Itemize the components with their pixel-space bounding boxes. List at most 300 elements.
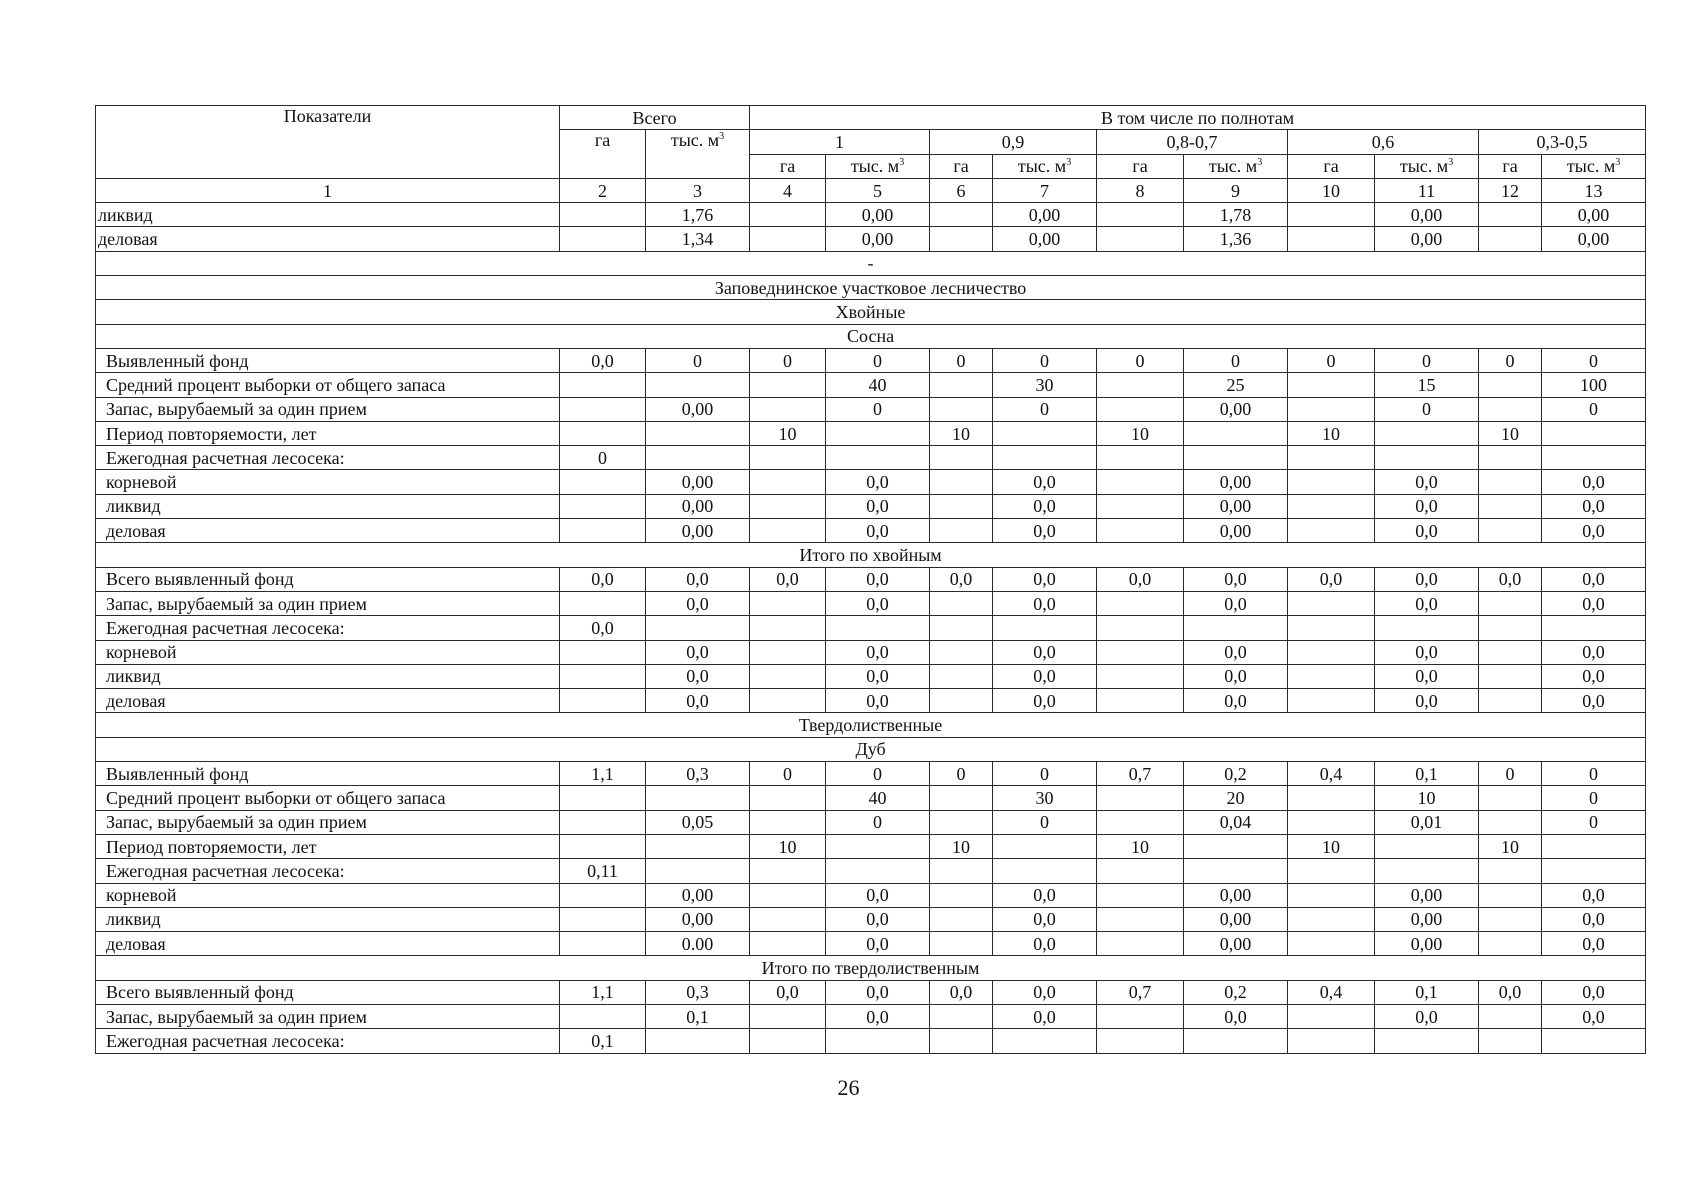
- table-cell: [560, 786, 646, 810]
- table-cell: 0: [750, 762, 826, 786]
- table-cell: [750, 932, 826, 956]
- table-cell: [560, 689, 646, 713]
- section-title: Итого по твердолиственным: [96, 956, 1646, 980]
- table-cell: 0,0: [1542, 907, 1646, 931]
- table-cell: [560, 470, 646, 494]
- table-cell: [1479, 786, 1542, 810]
- header-unit-ha: га: [1479, 154, 1542, 178]
- table-cell: 0,0: [1542, 1004, 1646, 1028]
- section-row: [96, 956, 1646, 980]
- table-cell: 0: [1542, 810, 1646, 834]
- table-cell: [750, 470, 826, 494]
- table-cell: [750, 519, 826, 543]
- table-cell: [1479, 397, 1542, 421]
- table-cell: [1542, 859, 1646, 883]
- table-row: [96, 203, 1646, 227]
- table-row: [96, 373, 1646, 397]
- section-title: Итого по хвойным: [96, 543, 1646, 567]
- table-cell: [1288, 932, 1375, 956]
- table-cell: [1479, 373, 1542, 397]
- header-density-5: 0,3-0,5: [1479, 130, 1646, 154]
- table-cell: 0,1: [1375, 980, 1479, 1004]
- table-cell: 0,00: [1184, 470, 1288, 494]
- column-number: 7: [993, 178, 1097, 202]
- table-cell: 0,0: [930, 980, 993, 1004]
- table-cell: 0,0: [1542, 640, 1646, 664]
- table-cell: 0,0: [826, 640, 930, 664]
- table-cell: 0,00: [826, 227, 930, 251]
- table-cell: 10: [750, 421, 826, 445]
- table-row: [96, 446, 1646, 470]
- table-cell: [1288, 470, 1375, 494]
- unit-text: тыс. м: [1566, 156, 1616, 177]
- table-cell: 0,0: [1542, 519, 1646, 543]
- table-cell: [1097, 519, 1184, 543]
- table-cell: [1097, 689, 1184, 713]
- table-cell: 0,0: [1184, 591, 1288, 615]
- table-cell: [1288, 373, 1375, 397]
- table-cell: [1288, 227, 1375, 251]
- table-cell: 0,00: [646, 470, 750, 494]
- forest-data-table: [95, 105, 1646, 1054]
- table-cell: 0,0: [993, 567, 1097, 591]
- table-cell: [1097, 1029, 1184, 1053]
- table-cell: [646, 786, 750, 810]
- table-cell: [1184, 834, 1288, 858]
- unit-exponent: 3: [1615, 157, 1621, 169]
- table-cell: [1097, 1004, 1184, 1028]
- table-cell: 0: [1375, 348, 1479, 372]
- table-row: [96, 470, 1646, 494]
- table-cell: [1184, 1029, 1288, 1053]
- row-label: Ежегодная расчетная лесосека:: [96, 446, 560, 470]
- table-cell: 0,0: [1184, 1004, 1288, 1028]
- table-cell: 0: [646, 348, 750, 372]
- unit-text: тыс. м: [850, 156, 900, 177]
- table-cell: 0,0: [1375, 591, 1479, 615]
- header-unit-volume: [993, 154, 1097, 178]
- table-cell: 0,00: [1375, 907, 1479, 931]
- table-cell: 0,0: [1184, 567, 1288, 591]
- header-by-density: В том числе по полнотам: [750, 106, 1646, 130]
- row-label: ликвид: [96, 203, 560, 227]
- table-cell: [930, 932, 993, 956]
- table-cell: [560, 883, 646, 907]
- table-cell: 1,1: [560, 762, 646, 786]
- table-cell: 0,1: [560, 1029, 646, 1053]
- table-cell: [1375, 421, 1479, 445]
- table-cell: [750, 397, 826, 421]
- table-cell: [560, 421, 646, 445]
- table-row: [96, 640, 1646, 664]
- table-cell: [646, 446, 750, 470]
- table-cell: 0,0: [1375, 567, 1479, 591]
- table-cell: [1375, 834, 1479, 858]
- table-cell: 0,11: [560, 859, 646, 883]
- table-cell: 0,0: [750, 567, 826, 591]
- table-cell: 30: [993, 373, 1097, 397]
- table-cell: [826, 1029, 930, 1053]
- table-cell: 0,0: [826, 567, 930, 591]
- table-cell: [1375, 616, 1479, 640]
- table-cell: [1288, 810, 1375, 834]
- table-cell: [1288, 519, 1375, 543]
- table-cell: [1288, 786, 1375, 810]
- table-cell: [993, 421, 1097, 445]
- table-cell: 25: [1184, 373, 1288, 397]
- table-cell: [930, 494, 993, 518]
- table-cell: 0,0: [993, 494, 1097, 518]
- column-number: 12: [1479, 178, 1542, 202]
- table-cell: [750, 689, 826, 713]
- table-cell: [1097, 786, 1184, 810]
- row-label: Всего выявленный фонд: [96, 980, 560, 1004]
- header-unit-volume: [1542, 154, 1646, 178]
- section-row: [96, 324, 1646, 348]
- table-cell: [1479, 616, 1542, 640]
- section-row: [96, 713, 1646, 737]
- table-cell: 0,1: [646, 1004, 750, 1028]
- table-cell: [750, 227, 826, 251]
- table-cell: [1542, 1029, 1646, 1053]
- table-cell: 0,00: [1184, 519, 1288, 543]
- table-cell: 0,00: [646, 519, 750, 543]
- header-column-numbers: [96, 178, 1646, 202]
- table-row: [96, 616, 1646, 640]
- section-title: -: [96, 251, 1646, 275]
- table-cell: 0,0: [993, 664, 1097, 688]
- table-row: [96, 689, 1646, 713]
- table-cell: [750, 883, 826, 907]
- unit-text: тыс. м: [1208, 156, 1258, 177]
- table-cell: 100: [1542, 373, 1646, 397]
- table-cell: 0: [826, 810, 930, 834]
- table-cell: [750, 859, 826, 883]
- table-body: [96, 203, 1646, 1053]
- table-cell: [1097, 907, 1184, 931]
- column-number: 4: [750, 178, 826, 202]
- table-cell: [1479, 640, 1542, 664]
- row-label: деловая: [96, 227, 560, 251]
- table-cell: 0: [993, 397, 1097, 421]
- table-cell: [1184, 616, 1288, 640]
- table-cell: 0,0: [1479, 980, 1542, 1004]
- table-cell: 0,0: [1184, 689, 1288, 713]
- header-unit-volume: [1375, 154, 1479, 178]
- table-cell: [1097, 591, 1184, 615]
- table-cell: [1479, 446, 1542, 470]
- table-cell: [1288, 494, 1375, 518]
- table-cell: 0,0: [1542, 470, 1646, 494]
- table-cell: [560, 227, 646, 251]
- table-cell: [826, 446, 930, 470]
- table-cell: 0,00: [1375, 227, 1479, 251]
- table-cell: 1,76: [646, 203, 750, 227]
- table-cell: 0,0: [993, 932, 1097, 956]
- table-cell: [993, 1029, 1097, 1053]
- table-cell: [1097, 883, 1184, 907]
- section-row: [96, 737, 1646, 761]
- table-cell: 0,0: [1375, 640, 1479, 664]
- table-row: [96, 883, 1646, 907]
- header-density-4: 0,6: [1288, 130, 1479, 154]
- table-cell: [930, 883, 993, 907]
- table-row: [96, 348, 1646, 372]
- header-density-2: 0,9: [930, 130, 1097, 154]
- unit-text: тыс. м: [670, 130, 720, 151]
- table-cell: 10: [1097, 421, 1184, 445]
- table-cell: [560, 1004, 646, 1028]
- table-cell: [1288, 397, 1375, 421]
- table-cell: 0,0: [826, 883, 930, 907]
- table-cell: [1375, 859, 1479, 883]
- row-label: ликвид: [96, 494, 560, 518]
- table-cell: [750, 373, 826, 397]
- table-cell: [1288, 446, 1375, 470]
- table-cell: 10: [750, 834, 826, 858]
- table-cell: [993, 834, 1097, 858]
- table-cell: 0,0: [1542, 883, 1646, 907]
- table-cell: 10: [1375, 786, 1479, 810]
- table-row: [96, 1004, 1646, 1028]
- table-cell: 0: [930, 762, 993, 786]
- table-cell: [930, 591, 993, 615]
- table-row: [96, 591, 1646, 615]
- section-row: [96, 251, 1646, 275]
- table-cell: [930, 907, 993, 931]
- table-cell: [1479, 664, 1542, 688]
- section-title: Хвойные: [96, 300, 1646, 324]
- table-cell: 0: [1288, 348, 1375, 372]
- table-row: [96, 834, 1646, 858]
- table-cell: [930, 1004, 993, 1028]
- table-cell: [560, 640, 646, 664]
- column-number: 6: [930, 178, 993, 202]
- table-cell: 0,00: [826, 203, 930, 227]
- column-number: 13: [1542, 178, 1646, 202]
- table-cell: [930, 397, 993, 421]
- table-cell: 0,00: [1542, 203, 1646, 227]
- table-cell: 10: [1288, 834, 1375, 858]
- table-cell: 0,05: [646, 810, 750, 834]
- table-cell: [560, 932, 646, 956]
- table-cell: [1288, 640, 1375, 664]
- table-cell: 10: [1479, 834, 1542, 858]
- table-cell: [1097, 494, 1184, 518]
- table-cell: 0,7: [1097, 980, 1184, 1004]
- section-title: Заповеднинское участковое лесничество: [96, 276, 1646, 300]
- table-cell: [1097, 616, 1184, 640]
- table-cell: [560, 834, 646, 858]
- table-cell: 0,0: [1542, 664, 1646, 688]
- table-cell: [1479, 1004, 1542, 1028]
- table-cell: [1288, 1004, 1375, 1028]
- row-label: Ежегодная расчетная лесосека:: [96, 859, 560, 883]
- table-cell: [930, 786, 993, 810]
- table-cell: 0,00: [1184, 907, 1288, 931]
- table-cell: 0,0: [1375, 664, 1479, 688]
- table-cell: [1097, 227, 1184, 251]
- header-unit-volume: [1184, 154, 1288, 178]
- table-cell: [560, 907, 646, 931]
- table-cell: 0,0: [826, 689, 930, 713]
- table-header: [96, 106, 1646, 203]
- section-title: Твердолиственные: [96, 713, 1646, 737]
- header-unit-ha: га: [930, 154, 993, 178]
- table-cell: [993, 859, 1097, 883]
- table-cell: 1,78: [1184, 203, 1288, 227]
- unit-exponent: 3: [719, 131, 725, 143]
- row-label: Средний процент выборки от общего запаса: [96, 786, 560, 810]
- table-cell: 0,0: [560, 567, 646, 591]
- table-cell: 0,00: [646, 494, 750, 518]
- row-label: Запас, вырубаемый за один прием: [96, 1004, 560, 1028]
- column-number: 1: [96, 178, 560, 202]
- row-label: Ежегодная расчетная лесосека:: [96, 1029, 560, 1053]
- table-cell: [1479, 203, 1542, 227]
- row-label: Средний процент выборки от общего запаса: [96, 373, 560, 397]
- table-cell: [1479, 907, 1542, 931]
- table-cell: [750, 810, 826, 834]
- header-row-1: [96, 106, 1646, 130]
- table-cell: [1479, 883, 1542, 907]
- table-cell: 0,0: [1542, 980, 1646, 1004]
- table-cell: [750, 1029, 826, 1053]
- table-cell: [1288, 664, 1375, 688]
- table-cell: 10: [1288, 421, 1375, 445]
- table-cell: 0,0: [993, 689, 1097, 713]
- table-cell: [826, 421, 930, 445]
- table-cell: [1479, 591, 1542, 615]
- table-row: [96, 519, 1646, 543]
- header-density-3: 0,8-0,7: [1097, 130, 1288, 154]
- table-cell: [750, 786, 826, 810]
- table-cell: 0: [1375, 397, 1479, 421]
- table-cell: [1479, 859, 1542, 883]
- header-unit-ha: га: [1097, 154, 1184, 178]
- table-cell: 0,0: [993, 591, 1097, 615]
- table-cell: 0: [560, 446, 646, 470]
- table-cell: 0,0: [993, 519, 1097, 543]
- table-cell: 0,0: [646, 664, 750, 688]
- table-cell: 0,00: [993, 203, 1097, 227]
- table-cell: [1479, 932, 1542, 956]
- row-label: Всего выявленный фонд: [96, 567, 560, 591]
- table-cell: 0,0: [1375, 1004, 1479, 1028]
- table-cell: 0,0: [993, 470, 1097, 494]
- table-cell: [930, 446, 993, 470]
- table-cell: 0,00: [1184, 494, 1288, 518]
- table-cell: [646, 834, 750, 858]
- unit-text: тыс. м: [1399, 156, 1449, 177]
- table-cell: 0,0: [1184, 640, 1288, 664]
- table-cell: 0,00: [1184, 883, 1288, 907]
- table-cell: 0,7: [1097, 762, 1184, 786]
- table-cell: 0,00: [1375, 932, 1479, 956]
- table-cell: 0,3: [646, 980, 750, 1004]
- table-cell: [1097, 932, 1184, 956]
- table-cell: [646, 616, 750, 640]
- table-cell: 0: [1097, 348, 1184, 372]
- table-row: [96, 932, 1646, 956]
- table-cell: [1097, 640, 1184, 664]
- section-title: Дуб: [96, 737, 1646, 761]
- table-cell: [1479, 689, 1542, 713]
- table-row: [96, 810, 1646, 834]
- table-cell: [646, 421, 750, 445]
- row-label: Запас, вырубаемый за один прием: [96, 591, 560, 615]
- column-number: 8: [1097, 178, 1184, 202]
- table-cell: [1288, 907, 1375, 931]
- unit-exponent: 3: [1257, 157, 1263, 169]
- table-cell: [1288, 616, 1375, 640]
- table-cell: [930, 689, 993, 713]
- row-label: корневой: [96, 640, 560, 664]
- table-cell: [930, 810, 993, 834]
- table-cell: [1479, 227, 1542, 251]
- table-cell: 0,1: [1375, 762, 1479, 786]
- table-cell: [930, 519, 993, 543]
- table-cell: 0,0: [1375, 470, 1479, 494]
- table-cell: 0,0: [826, 932, 930, 956]
- column-number: 11: [1375, 178, 1479, 202]
- table-cell: 0,4: [1288, 762, 1375, 786]
- section-row: [96, 300, 1646, 324]
- table-cell: [930, 616, 993, 640]
- table-cell: 20: [1184, 786, 1288, 810]
- table-cell: [826, 859, 930, 883]
- table-cell: 0,0: [930, 567, 993, 591]
- header-indicators: Показатели: [96, 106, 560, 179]
- row-label: Запас, вырубаемый за один прием: [96, 397, 560, 421]
- table-cell: [750, 1004, 826, 1028]
- table-cell: [1288, 203, 1375, 227]
- table-cell: 0,0: [750, 980, 826, 1004]
- table-cell: [750, 203, 826, 227]
- table-cell: [1288, 859, 1375, 883]
- table-cell: [750, 907, 826, 931]
- table-cell: 0: [1542, 762, 1646, 786]
- table-cell: 0,0: [1288, 567, 1375, 591]
- column-number: 3: [646, 178, 750, 202]
- table-cell: 0,04: [1184, 810, 1288, 834]
- table-cell: [826, 834, 930, 858]
- table-cell: [560, 591, 646, 615]
- unit-exponent: 3: [899, 157, 905, 169]
- table-cell: [750, 591, 826, 615]
- table-cell: [1184, 446, 1288, 470]
- table-cell: 0: [930, 348, 993, 372]
- table-cell: 0,0: [826, 980, 930, 1004]
- table-cell: [930, 859, 993, 883]
- table-cell: [1288, 689, 1375, 713]
- table-cell: [646, 859, 750, 883]
- table-cell: 1,1: [560, 980, 646, 1004]
- table-cell: 0,0: [1542, 932, 1646, 956]
- section-row: [96, 276, 1646, 300]
- table-cell: [1097, 373, 1184, 397]
- table-cell: 0: [750, 348, 826, 372]
- table-cell: [930, 664, 993, 688]
- table-cell: [560, 810, 646, 834]
- header-total-ha: га: [560, 130, 646, 179]
- row-label: корневой: [96, 883, 560, 907]
- table-cell: [1097, 810, 1184, 834]
- table-cell: [1097, 446, 1184, 470]
- table-cell: [1097, 203, 1184, 227]
- table-cell: [993, 616, 1097, 640]
- table-cell: 0: [1542, 786, 1646, 810]
